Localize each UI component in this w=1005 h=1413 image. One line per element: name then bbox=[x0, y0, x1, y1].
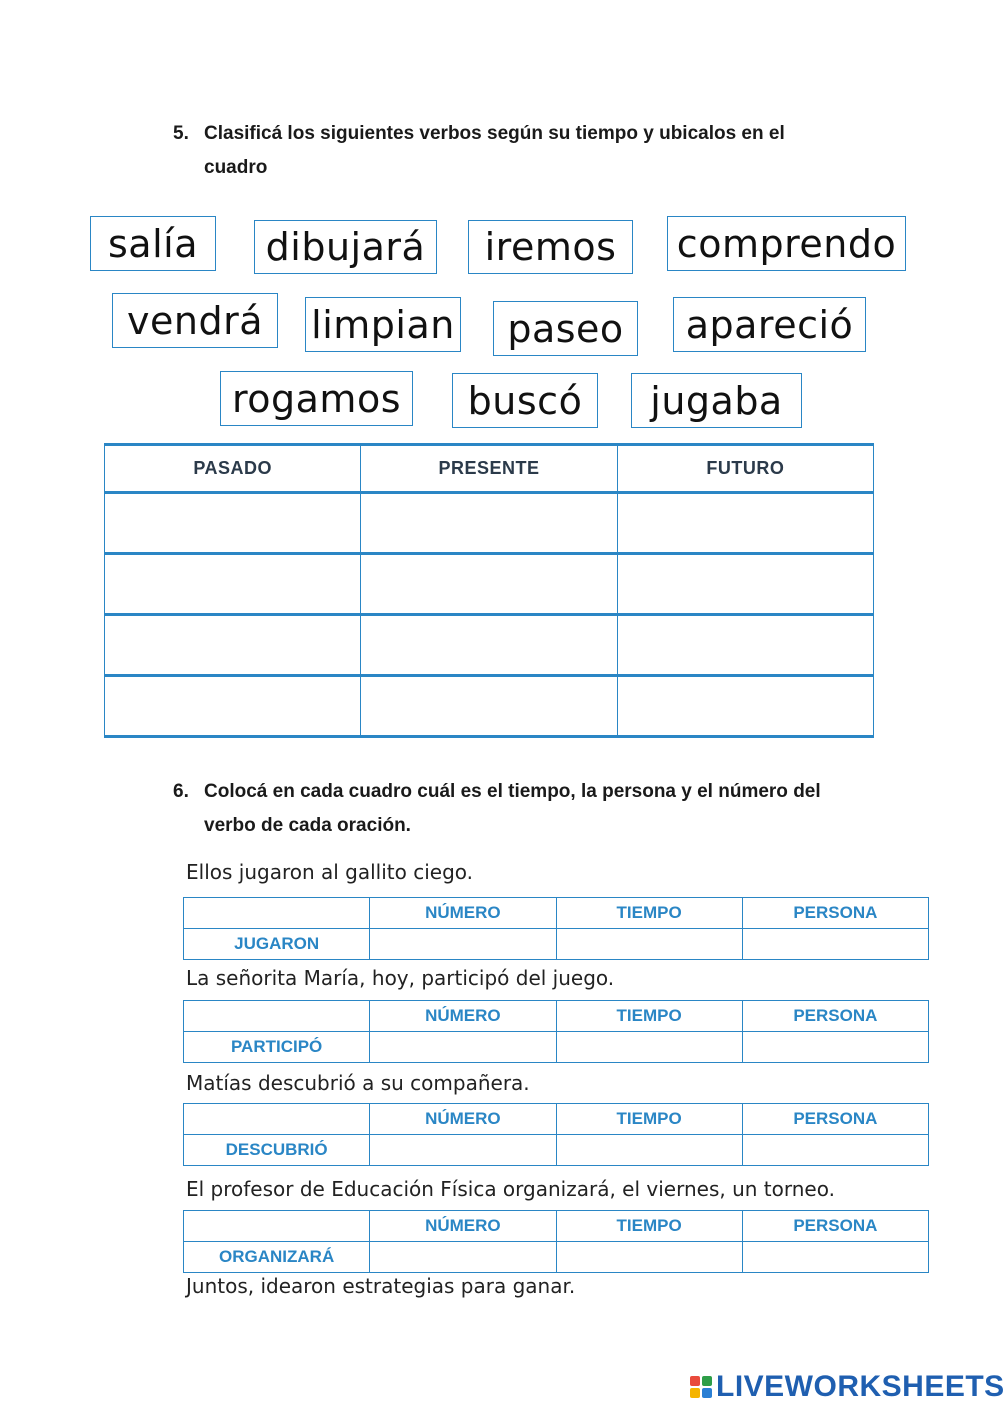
verb-chip[interactable]: dibujará bbox=[254, 220, 437, 274]
answer-cell-tiempo[interactable] bbox=[556, 1242, 742, 1273]
header-pasado: PASADO bbox=[105, 445, 361, 493]
verb-chip[interactable]: paseo bbox=[493, 301, 638, 356]
header-tiempo: TIEMPO bbox=[556, 1104, 742, 1135]
header-numero: NÚMERO bbox=[370, 1001, 556, 1032]
drop-cell-futuro[interactable] bbox=[617, 493, 873, 554]
empty-corner-cell bbox=[184, 1104, 370, 1135]
drop-cell-futuro[interactable] bbox=[617, 615, 873, 676]
answer-cell-tiempo[interactable] bbox=[556, 929, 742, 960]
header-persona: PERSONA bbox=[742, 1211, 928, 1242]
answer-cell-persona[interactable] bbox=[742, 929, 928, 960]
answer-cell-numero[interactable] bbox=[370, 929, 556, 960]
logo-text: LIVEWORKSHEETS bbox=[716, 1370, 1005, 1403]
header-tiempo: TIEMPO bbox=[556, 1001, 742, 1032]
empty-corner-cell bbox=[184, 898, 370, 929]
empty-corner-cell bbox=[184, 1211, 370, 1242]
header-tiempo: TIEMPO bbox=[556, 1211, 742, 1242]
header-persona: PERSONA bbox=[742, 1001, 928, 1032]
verb-analysis-table bbox=[183, 1210, 929, 1273]
table-row bbox=[105, 493, 874, 554]
verb-label: PARTICIPÓ bbox=[184, 1032, 370, 1063]
cut-off-sentence bbox=[186, 1274, 606, 1298]
drop-cell-futuro[interactable] bbox=[617, 676, 873, 737]
empty-corner-cell bbox=[184, 1001, 370, 1032]
verb-chip[interactable]: limpian bbox=[305, 297, 461, 352]
question-6 bbox=[173, 775, 853, 843]
verb-analysis-table bbox=[183, 1103, 929, 1166]
logo-square bbox=[690, 1388, 700, 1398]
logo-square bbox=[702, 1376, 712, 1386]
header-numero: NÚMERO bbox=[370, 1104, 556, 1135]
answer-cell-numero[interactable] bbox=[370, 1032, 556, 1063]
example-sentence: Ellos jugaron al gallito ciego. bbox=[186, 860, 474, 884]
drop-cell-presente[interactable] bbox=[361, 554, 617, 615]
drop-cell-pasado[interactable] bbox=[105, 493, 361, 554]
table-row bbox=[105, 554, 874, 615]
verb-chip[interactable]: rogamos bbox=[220, 371, 413, 426]
logo-squares-icon bbox=[690, 1376, 712, 1398]
answer-cell-numero[interactable] bbox=[370, 1242, 556, 1273]
verb-chip[interactable]: vendrá bbox=[112, 293, 278, 348]
drop-cell-futuro[interactable] bbox=[617, 554, 873, 615]
verb-chip[interactable]: iremos bbox=[468, 220, 633, 274]
example-sentence: La señorita María, hoy, participó del juego. bbox=[186, 966, 615, 990]
header-tiempo: TIEMPO bbox=[556, 898, 742, 929]
answer-cell-persona[interactable] bbox=[742, 1242, 928, 1273]
header-futuro: FUTURO bbox=[617, 445, 873, 493]
verb-analysis-table bbox=[183, 1000, 929, 1063]
tense-classification-table bbox=[104, 443, 874, 738]
answer-cell-numero[interactable] bbox=[370, 1135, 556, 1166]
logo-square bbox=[702, 1388, 712, 1398]
drop-cell-pasado[interactable] bbox=[105, 615, 361, 676]
table-row bbox=[105, 676, 874, 737]
example-sentence: El profesor de Educación Física organizará, el viernes, un torneo. bbox=[186, 1177, 835, 1201]
logo-square bbox=[690, 1376, 700, 1386]
liveworksheets-logo bbox=[690, 1370, 1005, 1404]
verb-chip[interactable]: apareció bbox=[673, 297, 866, 352]
header-numero: NÚMERO bbox=[370, 1211, 556, 1242]
answer-cell-tiempo[interactable] bbox=[556, 1032, 742, 1063]
answer-cell-tiempo[interactable] bbox=[556, 1135, 742, 1166]
header-persona: PERSONA bbox=[742, 1104, 928, 1135]
question-5 bbox=[173, 117, 853, 185]
verb-label: ORGANIZARÁ bbox=[184, 1242, 370, 1273]
verb-chip[interactable]: buscó bbox=[452, 373, 598, 428]
verb-label: DESCUBRIÓ bbox=[184, 1135, 370, 1166]
drop-cell-pasado[interactable] bbox=[105, 676, 361, 737]
verb-chip[interactable]: jugaba bbox=[631, 373, 802, 428]
table-header-row bbox=[105, 445, 874, 493]
header-numero: NÚMERO bbox=[370, 898, 556, 929]
drop-cell-presente[interactable] bbox=[361, 615, 617, 676]
verb-analysis-table bbox=[183, 897, 929, 960]
drop-cell-presente[interactable] bbox=[361, 676, 617, 737]
drop-cell-pasado[interactable] bbox=[105, 554, 361, 615]
header-persona: PERSONA bbox=[742, 898, 928, 929]
question-text: Clasificá los siguientes verbos según su tiempo y ubicalos en el cuadro bbox=[204, 123, 785, 178]
drop-cell-presente[interactable] bbox=[361, 493, 617, 554]
answer-cell-persona[interactable] bbox=[742, 1032, 928, 1063]
answer-cell-persona[interactable] bbox=[742, 1135, 928, 1166]
verb-label: JUGARON bbox=[184, 929, 370, 960]
verb-chip[interactable]: salía bbox=[90, 216, 216, 271]
verb-chip[interactable]: comprendo bbox=[667, 216, 906, 271]
header-presente: PRESENTE bbox=[361, 445, 617, 493]
question-text: Colocá en cada cuadro cuál es el tiempo, la persona y el número del verbo de cada oración. bbox=[204, 781, 821, 836]
table-row bbox=[105, 615, 874, 676]
cut-off-sentence-text: Juntos, idearon estrategias para ganar. bbox=[186, 1274, 576, 1298]
example-sentence: Matías descubrió a su compañera. bbox=[186, 1071, 530, 1095]
question-number: 5. bbox=[173, 123, 189, 144]
question-number: 6. bbox=[173, 781, 189, 802]
